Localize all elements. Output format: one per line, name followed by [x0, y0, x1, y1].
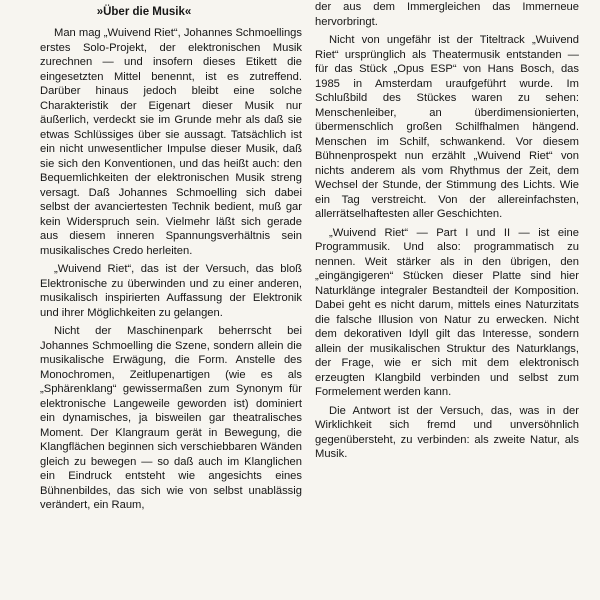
left-column — [40, 26, 302, 517]
paragraph: Die Antwort ist der Versuch, das, was in der Wirklichkeit sich fremd und unversöhnlich gegenübersteht, zu verbinden: als zweite Natur, als Musik. — [315, 404, 579, 460]
paragraph: Man mag „Wuivend Riet“, Johannes Schmoellings erstes Solo-Projekt, der elektronischen Musik zurechnen — und insofern dieses Etikett die eingesetzten Mittel benennt, ist es zutreffend. Darüber hinaus jedoch bleibt eine solche Charakteristik der Eigenart dieser Musik nur äußerlich, verdeckt sie im Grunde mehr als daß sie etwas Schlüssiges über sie aussagt. Tatsächlich ist ein nicht unwesentlicher Impulse dieser Musik, daß sie sich den Konventionen, und das heißt auch: den Bequemlichkeiten der elektronischen Musik streng versagt. Daß Johannes Schmoelling sich dabei selbst der avanciertesten Technik bedient, muß gar kein Widerspruch sein. Vielmehr läßt sich gerade aus diesem inneren Spannungsverhältnis sein musikalisches Credo herleiten. — [40, 27, 302, 257]
paragraph-continuation: der aus dem Immergleichen das Immerneue hervorbringt. — [315, 1, 579, 28]
right-column — [315, 0, 579, 466]
paragraph: „Wuivend Riet“, das ist der Versuch, das bloß Elektronische zu überwinden und zu einer anderen, musikalisch inspirierten Auffassung der Elektronik und ihrer Möglichkeiten zu gelangen. — [40, 263, 302, 319]
paragraph: „Wuivend Riet“ — Part I und II — ist eine Programmusik. Und also: programmatisch zu nennen. Weit stärker als in den übrigen, den „eingängigeren“ Stücken dieser Platte sind hier Naturklänge integraler Bestandteil der Komposition. Dabei geht es nicht darum, mittels eines Naturzitats die falsche Illusion von Natur zu erwecken. Nicht dem dekorativen Idyll gilt das Interesse, sondern allein der musikalischen Struktur des Naturklangs, der Frage, wie er sich mit dem elektronisch erzeugten Klangbild verbinden und selbst zum Formelement werden kann. — [315, 226, 579, 398]
paragraph: Nicht der Maschinenpark beherrscht bei Johannes Schmoelling die Szene, sondern allein die musikalische Erwägung, die Form. Anstelle des Monochromen, Zeitlupenartigen (wie es als „Sphärenklang“ gewissermaßen zum Synonym für elektronische Langeweile geworden ist) dominiert ein dynamisches, ja bisweilen gar theatralisches Moment. Der Klangraum gerät in Bewegung, die Klangflächen beginnen sich verschiebbaren Wänden gleich zu bewegen — so daß auch im Klanglichen ein Eindruck entsteht wie angesichts eines Bühnenbildes, das sich wie von selbst unablässig verändert, ein Raum, — [40, 325, 302, 511]
paragraph: Nicht von ungefähr ist der Titeltrack „Wuivend Riet“ ursprünglich als Theatermusik entstanden — für das Stück „Opus ESP“ von Hans Bosch, das 1985 in Amsterdam uraufgeführt wurde. Im Schlußbild des Stückes waren zu sehen: Menschenleiber, an überdimensionierten, übermenschlich großen Schilfhalmen hängend. Menschen im Schilf, schwankend. Vor diesem Bühnenprospekt nun erzählt „Wuivend Riet“ von nichts anderem als vom Rhythmus der Zeit, dem Wechsel der Stunde, der Stimmung des Lichts. Wie ein Tag verstreicht. Von der allereinfachsten, allerrätselhaftesten aller Geschichten. — [315, 34, 579, 220]
article-title: »Über die Musik« — [96, 6, 192, 18]
